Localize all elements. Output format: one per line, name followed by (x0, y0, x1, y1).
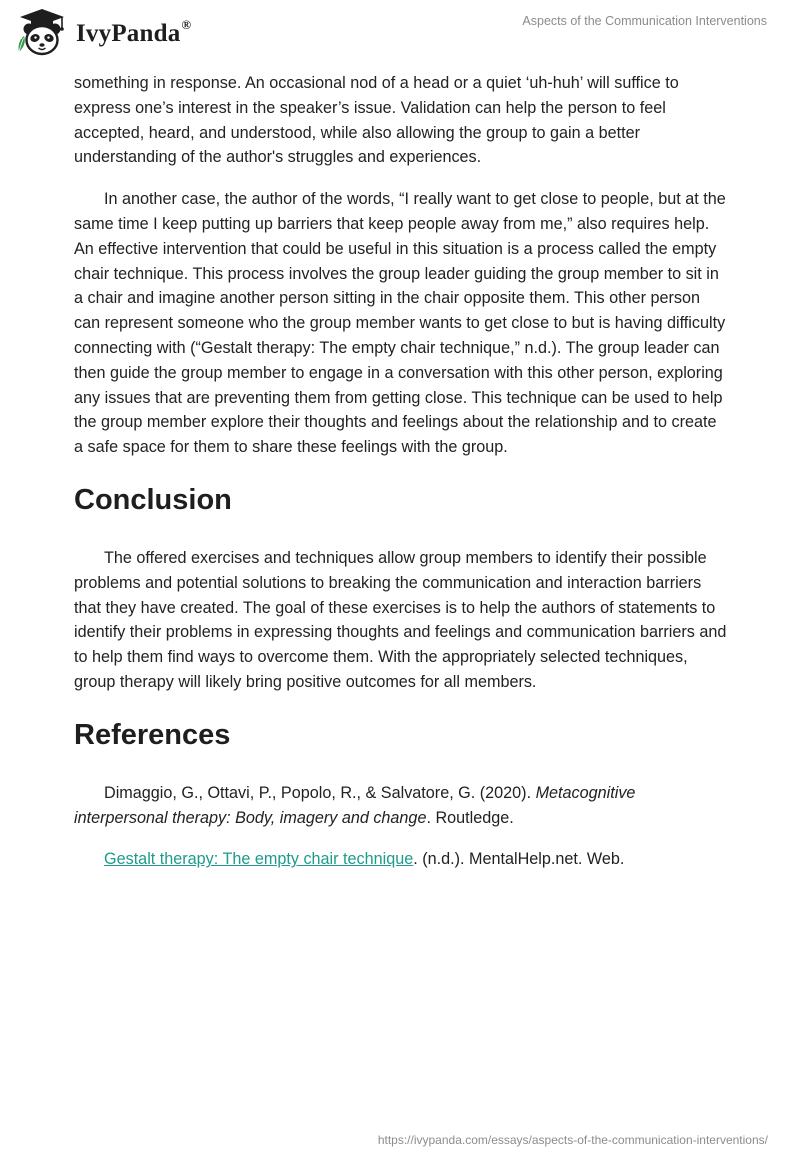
reference-link[interactable]: Gestalt therapy: The empty chair technique (104, 850, 414, 869)
conclusion-heading: Conclusion (74, 483, 232, 516)
reference-item (74, 781, 729, 831)
page-header (0, 0, 800, 70)
reference-publisher: . Routledge. (426, 808, 514, 827)
brand-name: IvyPanda® (76, 16, 192, 47)
ivypanda-logo[interactable] (14, 8, 191, 58)
conclusion-paragraph: The offered exercises and techniques allow group members to identify their possible problems and potential solutions to breaking the communication and interaction barriers that they have created. The goal of these exercises is to help the authors of statements to identify their problems in expressing thoughts and feelings and communication barriers and to help them find ways to overcome them. With the appropriately selected techniques, group therapy will likely bring positive outcomes for all members. (74, 548, 727, 691)
references-heading: References (74, 718, 231, 751)
essay-body (74, 71, 729, 872)
paragraph-continuation: something in response. An occasional nod of a head or a quiet ‘uh-huh’ will suffice to express one’s interest in the speaker’s issue. Validation can help the person to feel accepted, heard, and understood, while also allowing the group to gain a better understanding of the author's struggles and experiences. (74, 74, 679, 167)
reference-source: . (n.d.). MentalHelp.net. Web. (413, 850, 625, 869)
registered-mark: ® (181, 16, 192, 32)
reference-title: Metacognitive interpersonal therapy: Body, imagery and change (74, 783, 636, 827)
reference-authors: Dimaggio, G., Ottavi, P., Popolo, R., & Salvatore, G. (2020). (104, 783, 536, 802)
document-title: Aspects of the Communication Interventions (522, 14, 767, 28)
panda-graduate-icon (14, 8, 70, 58)
paragraph-empty-chair: In another case, the author of the words, “I really want to get close to people, but at the same time I keep putting up barriers that keep people away from me,” also requires help. An effective intervention that could be useful in this situation is a process called the empty chair technique. This process involves the group leader guiding the group member to sit in a chair and imagine another person sitting in the chair opposite them. This other person can represent someone who the group member wants to get close to but is having difficulty connecting with (“Gestalt therapy: The empty chair technique,” n.d.). The group leader can then guide the group member to engage in a conversation with this other person, exploring any issues that are preventing them from getting close. This technique can be used to help the group member explore their thoughts and feelings about the relationship and to create a safe space for them to share these feelings with the group. (74, 190, 726, 457)
footer-url[interactable]: https://ivypanda.com/essays/aspects-of-the-communication-interventions/ (377, 1133, 768, 1147)
reference-item (74, 847, 729, 872)
